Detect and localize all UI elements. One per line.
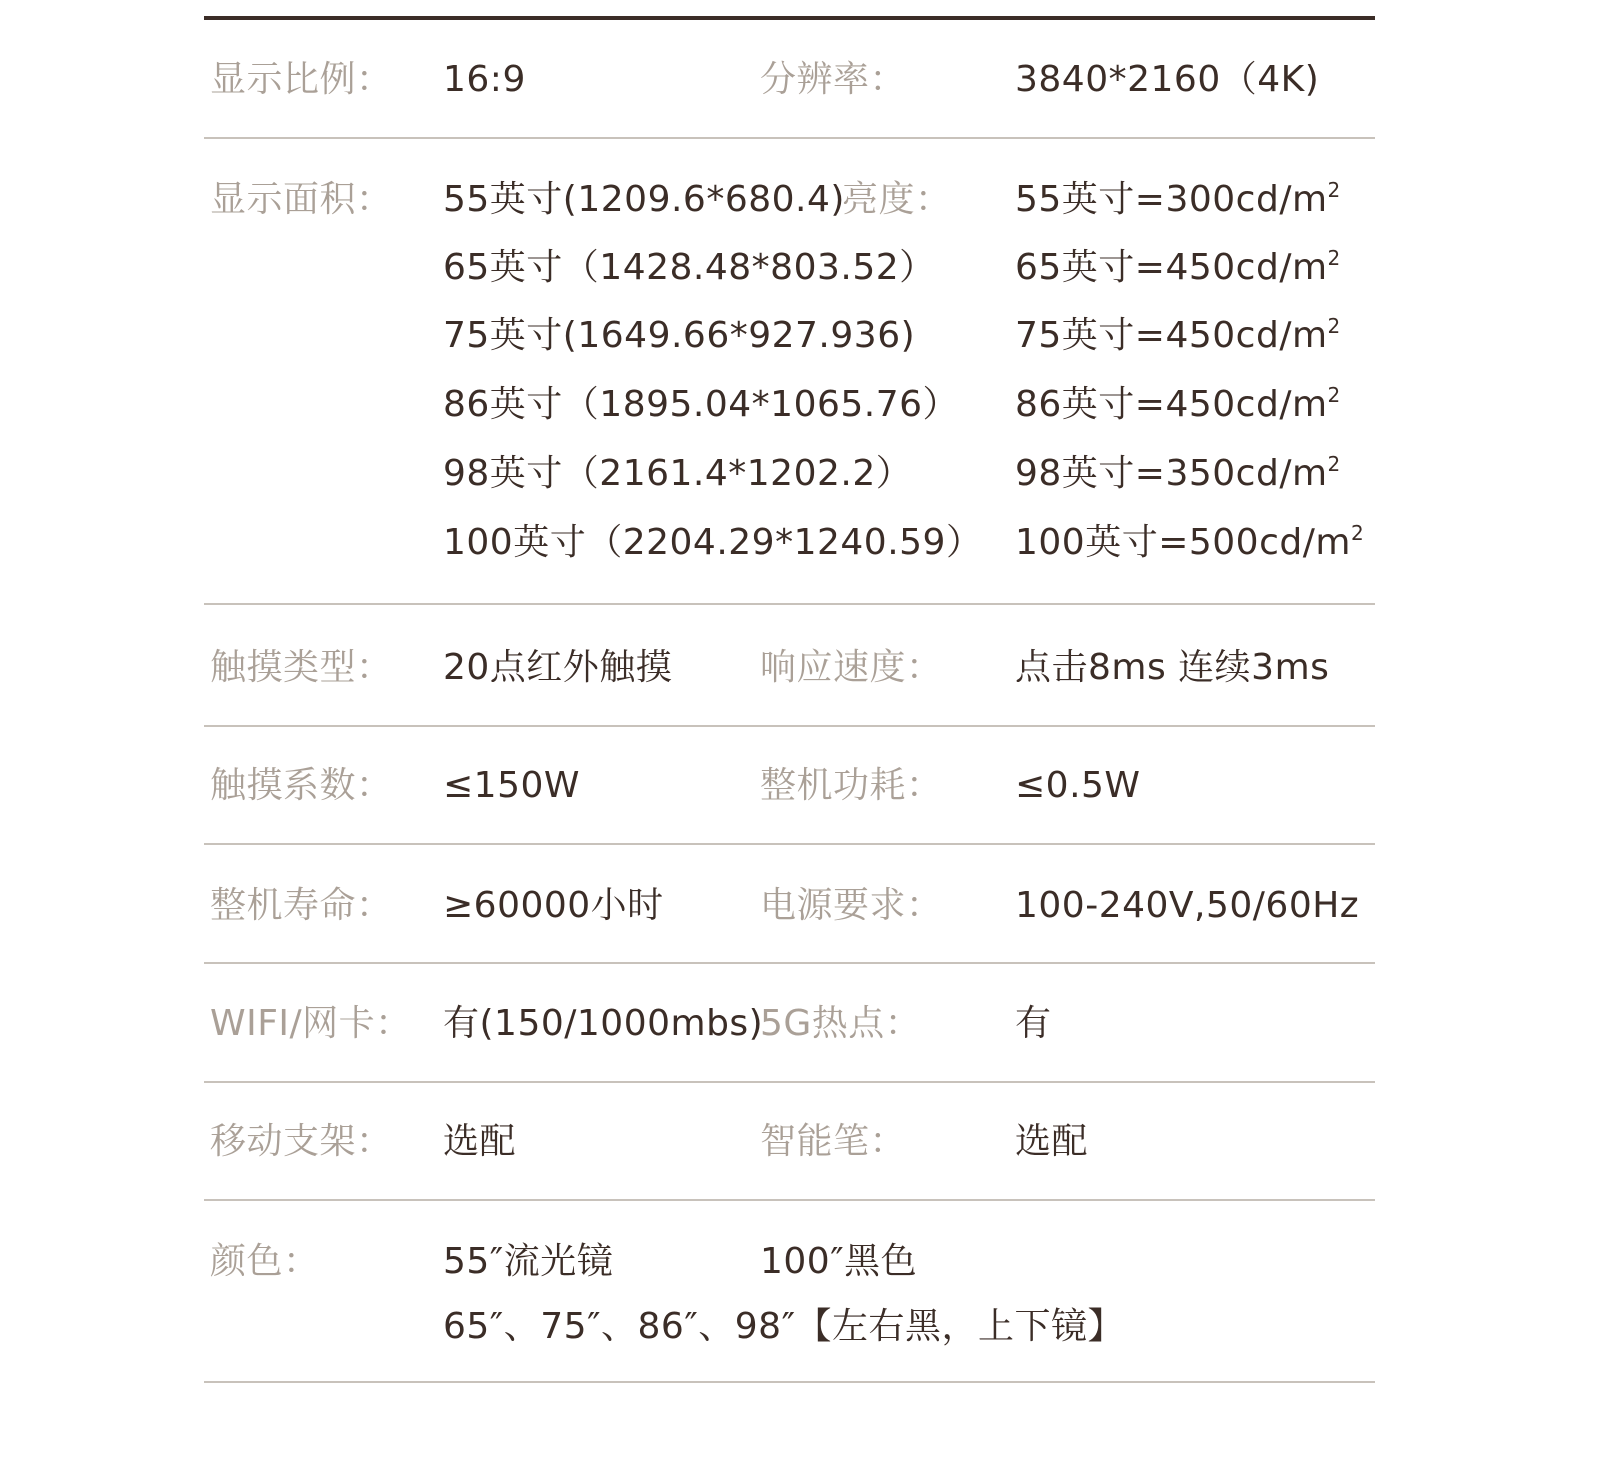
color-value: 100″黑色	[760, 1241, 918, 1282]
superscript: 2	[1327, 314, 1341, 338]
brightness-value: 55英寸$=300cd/m^2$	[1015, 178, 1341, 220]
touch-coefficient-label: 触摸系数：	[210, 765, 393, 806]
hotspot-value: 有	[1015, 1003, 1052, 1044]
brightness-value: 65英寸$=450cd/m^2$	[1015, 246, 1341, 288]
power-consumption-value: ≤0.5W	[1015, 765, 1141, 806]
divider	[204, 843, 1375, 845]
superscript: 2	[1327, 178, 1341, 202]
aspect-value: 16:9	[443, 59, 526, 100]
hotspot-label: 5G热点：	[760, 1003, 922, 1044]
aspect-label: 显示比例：	[210, 59, 393, 100]
display-area-value: 75英寸(1649.66*927.936)	[443, 315, 916, 356]
display-area-value: 86英寸（1895.04*1065.76）	[443, 384, 960, 425]
response-speed-value: 点击8ms 连续3ms	[1015, 647, 1330, 688]
power-consumption-label: 整机功耗：	[760, 765, 943, 806]
display-area-label: 显示面积：	[210, 179, 393, 220]
divider	[204, 1081, 1375, 1083]
brightness-value: 100英寸$=500cd/m^2$	[1015, 521, 1365, 563]
color-value: 55″流光镜	[443, 1241, 614, 1282]
touch-type-label: 触摸类型：	[210, 647, 393, 688]
color-value: 65″、75″、86″、98″【左右黑，上下镜】	[443, 1306, 1125, 1347]
power-requirement-label: 电源要求：	[760, 885, 943, 926]
touch-coefficient-value: ≤150W	[443, 765, 580, 806]
brightness-value: 75英寸$=450cd/m^2$	[1015, 314, 1341, 356]
resolution-value: 3840*2160（4K)	[1015, 59, 1320, 100]
divider	[204, 725, 1375, 727]
display-area-value: 98英寸（2161.4*1202.2）	[443, 453, 913, 494]
lifetime-value: ≥60000小时	[443, 885, 664, 926]
display-area-value: 100英寸（2204.29*1240.59）	[443, 522, 983, 563]
divider	[204, 137, 1375, 139]
smart-pen-label: 智能笔：	[760, 1121, 907, 1162]
wifi-label: WIFI/网卡：	[210, 1003, 412, 1044]
divider	[204, 1199, 1375, 1201]
mobile-stand-value: 选配	[443, 1121, 517, 1162]
touch-type-value: 20点红外触摸	[443, 647, 673, 688]
top-rule	[204, 16, 1375, 20]
power-requirement-value: 100-240V,50/60Hz	[1015, 885, 1360, 926]
superscript: 2	[1327, 452, 1341, 476]
divider	[204, 962, 1375, 964]
response-speed-label: 响应速度：	[760, 647, 943, 688]
brightness-label: 亮度：	[842, 179, 952, 220]
superscript: 2	[1327, 246, 1341, 270]
display-area-value: 55英寸(1209.6*680.4)	[443, 179, 845, 220]
brightness-value: 98英寸$=350cd/m^2$	[1015, 452, 1341, 494]
wifi-value: 有(150/1000mbs)	[443, 1003, 764, 1044]
divider	[204, 603, 1375, 605]
resolution-label: 分辨率：	[760, 59, 907, 100]
lifetime-label: 整机寿命：	[210, 885, 393, 926]
brightness-value: 86英寸$=450cd/m^2$	[1015, 383, 1341, 425]
mobile-stand-label: 移动支架：	[210, 1121, 393, 1162]
superscript: 2	[1350, 521, 1365, 545]
color-label: 颜色：	[210, 1241, 320, 1282]
display-area-value: 65英寸（1428.48*803.52）	[443, 247, 936, 288]
smart-pen-value: 选配	[1015, 1121, 1089, 1162]
divider	[204, 1381, 1375, 1383]
superscript: 2	[1327, 383, 1341, 407]
